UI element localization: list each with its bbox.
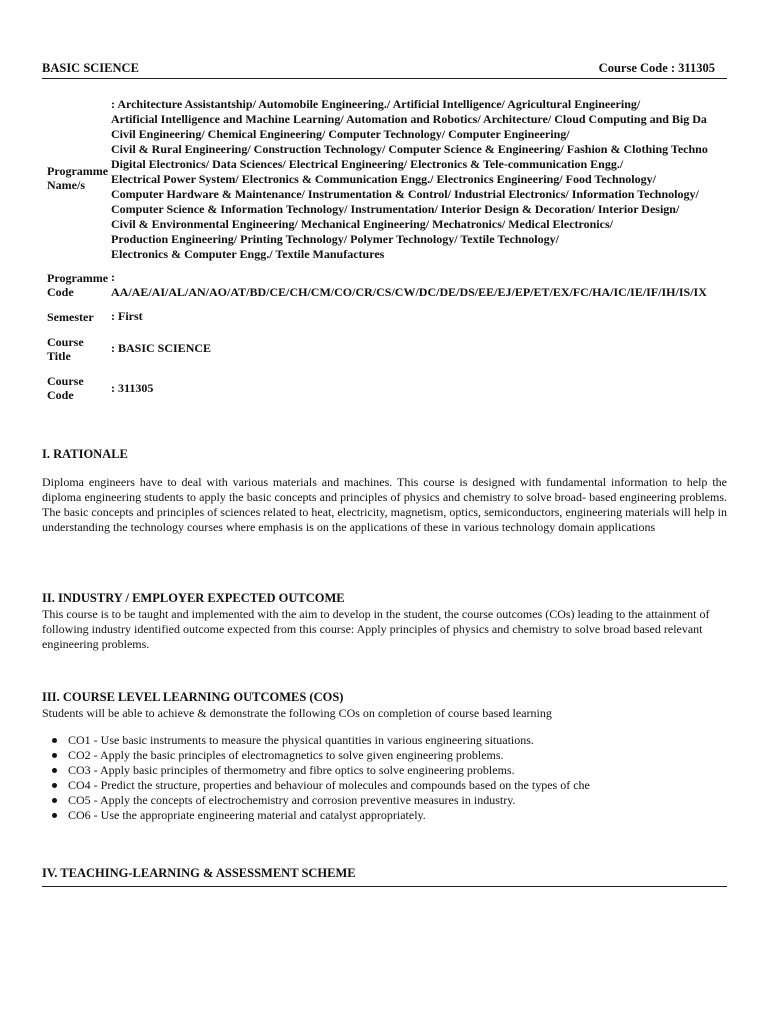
co-text: CO5 - Apply the concepts of electrochemistry and corrosion preventive measures in industry.	[68, 793, 516, 807]
programme-line: Civil & Rural Engineering/ Construction Technology/ Computer Science & Engineering/ Fashion & Clothing Techno	[111, 142, 708, 156]
programme-line: Civil Engineering/ Chemical Engineering/ Computer Technology/ Computer Engineering/	[111, 127, 570, 141]
bullet-icon	[52, 738, 57, 743]
programme-line: Computer Hardware & Maintenance/ Instrumentation & Control/ Industrial Electronics/ Information Technology/	[111, 187, 699, 201]
page-header	[42, 60, 727, 79]
co-text: CO6 - Use the appropriate engineering material and catalyst appropriately.	[68, 808, 426, 822]
course-title-value: : BASIC SCIENCE	[111, 341, 212, 355]
programme-line: Computer Science & Information Technology/ Instrumentation/ Interior Design & Decoration/ Interior Design/	[111, 202, 680, 216]
list-item	[48, 733, 728, 748]
section-divider	[42, 886, 727, 887]
programme-code-colon: :	[111, 270, 115, 284]
list-item	[48, 778, 728, 793]
programme-line: Civil & Environmental Engineering/ Mechanical Engineering/ Mechatronics/ Medical Electronics/	[111, 217, 613, 231]
list-item	[48, 808, 728, 823]
outcomes-intro: Students will be able to achieve & demonstrate the following COs on completion of course based learning	[42, 706, 552, 720]
co-text: CO2 - Apply the basic principles of electromagnetics to solve given engineering problems.	[68, 748, 504, 762]
semester-label: Semester	[47, 310, 94, 324]
course-title-label: Course Title	[47, 335, 84, 363]
co-text: CO1 - Use basic instruments to measure the physical quantities in various engineering situations.	[68, 733, 534, 747]
programme-code-value: AA/AE/AI/AL/AN/AO/AT/BD/CE/CH/CM/CO/CR/CS/CW/DC/DE/DS/EE/EJ/EP/ET/EX/FC/HA/IC/IE/IF/IH/IS/IX	[111, 285, 707, 299]
co-text: CO3 - Apply basic principles of thermometry and fibre optics to solve engineering problems.	[68, 763, 515, 777]
programme-line: Artificial Intelligence and Machine Learning/ Automation and Robotics/ Architecture/ Cloud Computing and Big Da	[111, 112, 707, 126]
co-text: CO4 - Predict the structure, properties and behaviour of molecules and compounds based on the types of che	[68, 778, 590, 792]
rationale-text: Diploma engineers have to deal with various materials and machines. This course is designed with fundamental information to help the diploma engineering students to apply the basic concepts and principles of physics and chemistry to solve broad- based engineering problems. The basic concepts and principles of sciences related to heat, electricity, magnetism, optics, semiconductors, engineering materials will help in understanding the technology courses where emphasis is on the applications of these in various technology domain applications	[42, 475, 727, 534]
bullet-icon	[52, 753, 57, 758]
list-item	[48, 748, 728, 763]
bullet-icon	[52, 768, 57, 773]
header-course-name: BASIC SCIENCE	[42, 61, 139, 75]
list-item	[48, 793, 728, 808]
semester-value: : First	[111, 309, 143, 323]
bullet-icon	[52, 783, 57, 788]
programme-line: Production Engineering/ Printing Technology/ Polymer Technology/ Textile Technology/	[111, 232, 559, 246]
programme-names-list	[111, 97, 733, 262]
header-course-code: Course Code : 311305	[598, 61, 715, 75]
programme-line: : Architecture Assistantship/ Automobile Engineering./ Artificial Intelligence/ Agricultural Engineering/	[111, 97, 641, 111]
rationale-heading: I. RATIONALE	[42, 447, 128, 461]
bullet-icon	[52, 798, 57, 803]
teaching-heading: IV. TEACHING-LEARNING & ASSESSMENT SCHEME	[42, 866, 356, 880]
programme-names-label: Programme Name/s	[47, 164, 109, 192]
programme-line: Electrical Power System/ Electronics & Communication Engg./ Electronics Engineering/ Food Technology/	[111, 172, 656, 186]
outcomes-list	[48, 733, 738, 823]
bullet-icon	[52, 813, 57, 818]
programme-line: Electronics & Computer Engg./ Textile Manufactures	[111, 247, 385, 261]
programme-line: Digital Electronics/ Data Sciences/ Electrical Engineering/ Electronics & Tele-communication Engg./	[111, 157, 624, 171]
industry-text: This course is to be taught and implemented with the aim to develop in the student, the course outcomes (COs) leading to the attainment of following industry identified outcome expected from this course: Apply principles of physics and chemistry to solve broad based relevant engineering problems.	[42, 607, 710, 651]
list-item	[48, 763, 728, 778]
outcomes-heading: III. COURSE LEVEL LEARNING OUTCOMES (COS)	[42, 690, 344, 704]
course-code-label: Course Code	[47, 374, 84, 402]
industry-heading: II. INDUSTRY / EMPLOYER EXPECTED OUTCOME	[42, 591, 345, 605]
course-code-value: : 311305	[111, 381, 154, 395]
programme-code-label: Programme Code	[47, 271, 109, 299]
